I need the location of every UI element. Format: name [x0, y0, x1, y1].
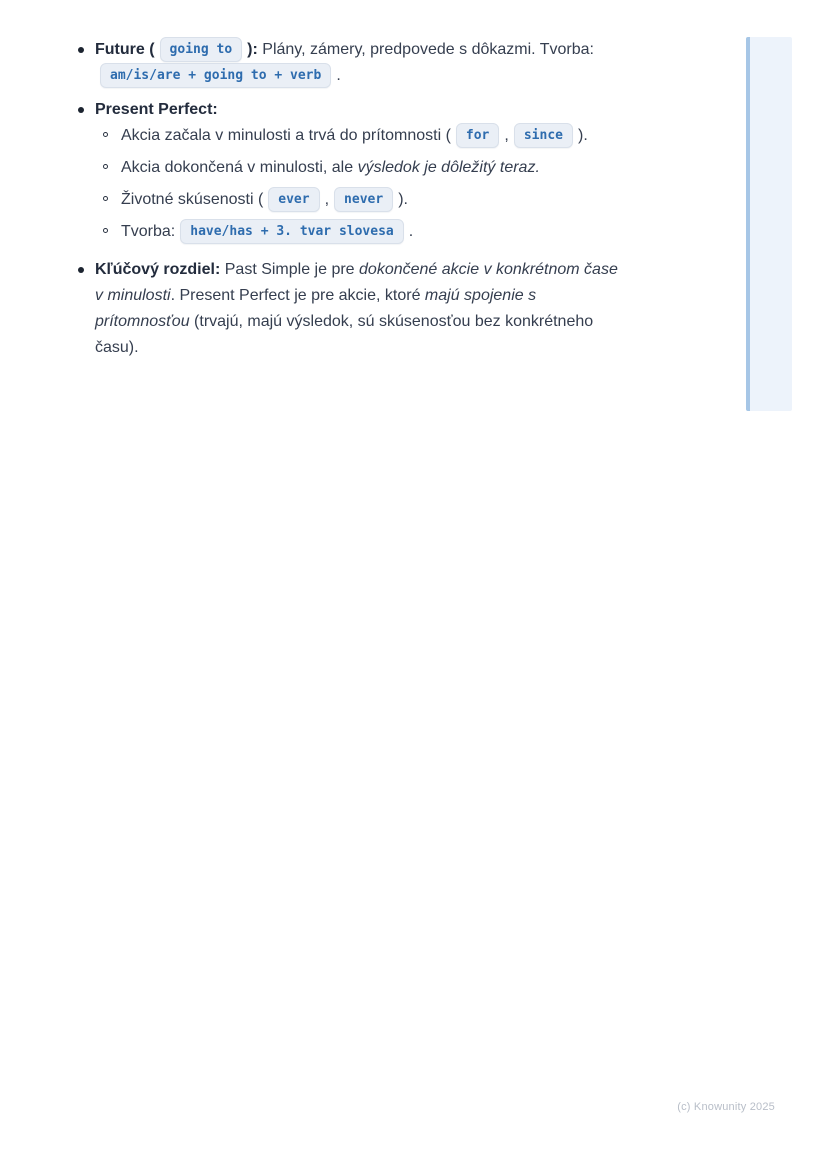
sub-bullet-marker-icon [103, 196, 108, 201]
sub-bullet-marker-icon [103, 164, 108, 169]
text-line [121, 155, 740, 181]
text-segment: Plány, zámery, predpovede s dôkazmi. Tvorba: [257, 41, 594, 58]
text-segment: (trvajú, majú výsledok, sú skúsenosťou bez konkrétneho [189, 313, 594, 330]
list-item-body [95, 257, 740, 361]
code-chip: for [456, 123, 499, 148]
text-line [121, 123, 740, 149]
notes-list [60, 37, 740, 369]
bullet-marker-icon [78, 47, 84, 53]
text-segment: času). [95, 339, 139, 356]
text-segment: . [408, 223, 414, 240]
text-segment: Akcia začala v minulosti a trvá do prítomnosti ( [121, 127, 451, 144]
text-segment: ): [247, 41, 258, 58]
list-item-body [121, 123, 740, 149]
text-segment: ). [398, 191, 408, 208]
text-segment: Tvorba: [121, 223, 176, 240]
text-segment: Present Perfect: [95, 101, 218, 118]
code-chip: have/has + 3. tvar slovesa [180, 219, 404, 244]
code-chip: ever [268, 187, 319, 212]
text-line [95, 97, 740, 123]
code-chip: never [334, 187, 393, 212]
text-segment: , [324, 191, 330, 208]
text-line [121, 219, 740, 245]
list-item-body [121, 219, 740, 245]
code-chip: am/is/are + going to + verb [100, 63, 331, 88]
copyright-notice: (c) Knowunity 2025 [677, 1101, 775, 1113]
list-item-body [95, 97, 740, 123]
text-segment: , [504, 127, 509, 144]
list-item-body [121, 187, 740, 213]
text-segment: majú spojenie s [424, 287, 537, 304]
sub-list-item [60, 219, 740, 245]
list-item [60, 37, 740, 89]
text-segment: Akcia dokončená v minulosti, ale [121, 159, 358, 176]
sub-list-item [60, 155, 740, 181]
text-line [95, 309, 740, 335]
list-item-body [95, 37, 740, 89]
text-segment: výsledok je dôležitý teraz. [357, 159, 540, 176]
text-segment: prítomnosťou [95, 313, 190, 330]
text-line [95, 335, 740, 361]
text-segment: Životné skúsenosti ( [121, 191, 264, 208]
text-segment: Kľúčový rozdiel: [95, 261, 221, 278]
text-line [95, 257, 740, 283]
text-segment: . Present Perfect je pre akcie, ktoré [170, 287, 425, 304]
text-segment: ). [577, 127, 588, 144]
text-segment: Future ( [95, 41, 155, 58]
bullet-marker-icon [78, 267, 84, 273]
code-chip: going to [160, 37, 243, 62]
sub-bullet-marker-icon [103, 132, 108, 137]
list-item-body [121, 155, 740, 181]
sub-list-item [60, 123, 740, 149]
text-segment: . [336, 67, 341, 84]
highlight-sidebar [746, 37, 792, 411]
text-segment: dokončené akcie v konkrétnom čase [359, 261, 618, 278]
list-item [60, 97, 740, 123]
code-chip: since [514, 123, 573, 148]
text-line [95, 37, 740, 63]
sub-list-item [60, 187, 740, 213]
text-segment: Past Simple je pre [220, 261, 360, 278]
text-line [95, 63, 740, 89]
sub-bullet-marker-icon [103, 228, 108, 233]
bullet-marker-icon [78, 107, 84, 113]
list-item [60, 257, 740, 361]
text-segment: v minulosti [95, 287, 171, 304]
text-line [95, 283, 740, 309]
text-line [121, 187, 740, 213]
